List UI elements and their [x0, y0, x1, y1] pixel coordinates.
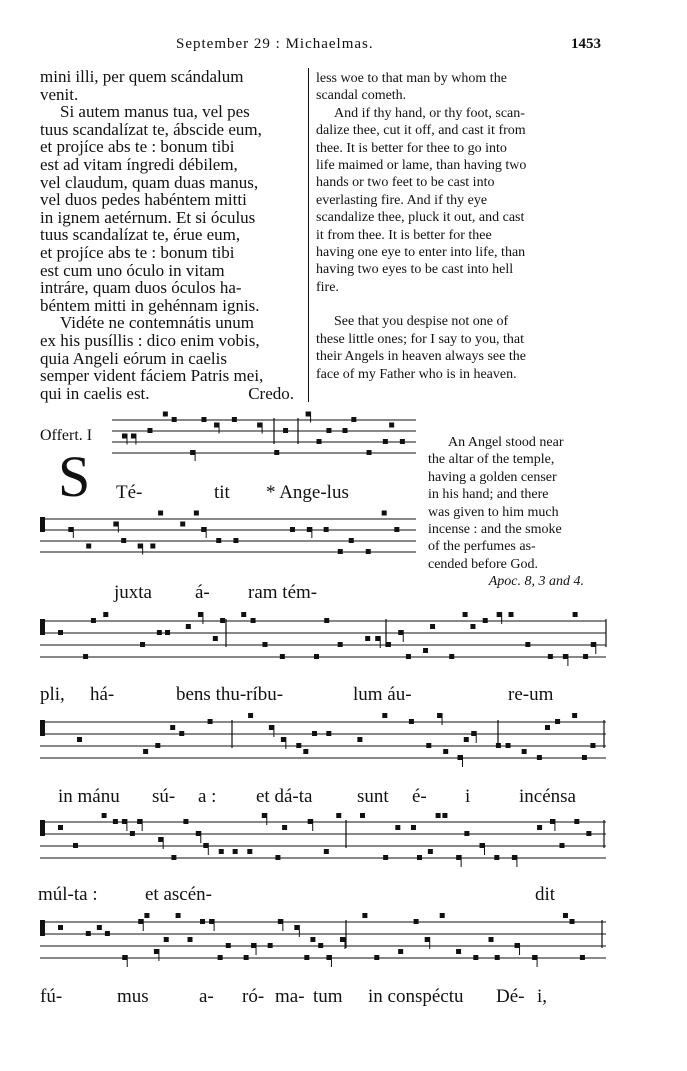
lyric-syllable: mus	[117, 986, 149, 1007]
english-line: these little ones; for I say to you, that	[316, 331, 525, 347]
lyric-syllable: á-	[195, 582, 210, 603]
translation-line: in his hand; and there	[428, 487, 549, 503]
lyric-syllable: ram tém-	[248, 582, 318, 603]
latin-line: est cum uno óculo in vitam	[40, 260, 225, 280]
lyric-syllable: a :	[198, 786, 217, 807]
lyric-syllable: in mánu	[58, 786, 120, 807]
english-line: scandalize thee, pluck it out, and cast	[316, 210, 525, 226]
latin-line: semper vident fáciem Patris mei,	[40, 366, 264, 386]
chant-staff	[40, 612, 606, 666]
lyric-syllable: tit	[214, 482, 230, 503]
latin-line: Si autem manus tua, vel pes	[60, 102, 250, 122]
latin-line: in ignem aetérnum. Et si óculus	[40, 207, 256, 227]
translation-line: cended before God.	[428, 556, 539, 572]
lyric-syllable: Té-	[116, 482, 143, 503]
latin-line: tuus scandalízat te, ábscide eum,	[40, 119, 262, 139]
lyric-syllable: bens thu-ríbu-	[176, 684, 284, 705]
lyric-syllable: há-	[90, 684, 115, 705]
lyric-syllable: é-	[412, 786, 427, 807]
lyric-syllable: * Ange-lus	[266, 482, 349, 503]
english-line: life maimed or lame, than having two	[316, 158, 527, 174]
english-line: everlasting fire. And if thy eye	[316, 192, 488, 208]
translation-line: was given to him much	[428, 504, 559, 520]
english-line: having one eye to enter into life, than	[316, 245, 526, 261]
latin-line: tuus scandalízat te, érue eum,	[40, 225, 241, 245]
chant-staff	[40, 913, 606, 967]
lyric-syllable: lum áu-	[353, 684, 412, 705]
lyric-syllable: i	[465, 786, 471, 807]
chant-initial: S	[58, 444, 91, 509]
latin-line: mini illi, per quem scándalum	[40, 67, 244, 86]
english-line: it from thee. It is better for thee	[316, 227, 492, 243]
english-line: less woe to that man by whom the	[316, 71, 507, 86]
chant-staff	[40, 813, 606, 867]
latin-line: venit.	[40, 84, 79, 104]
lyric-syllable: sunt	[357, 786, 389, 807]
lyric-syllable: múl-ta :	[38, 884, 98, 905]
latin-line: quia Angeli eórum in caelis	[40, 348, 227, 368]
lyric-syllable: et ascén-	[145, 884, 212, 905]
lyric-syllable: tum	[313, 986, 343, 1007]
lyric-syllable: i,	[537, 986, 548, 1007]
lyric-syllable: fú-	[40, 986, 63, 1007]
latin-line: qui in caelis est.	[40, 383, 150, 403]
english-line: dalize thee, cut it off, and cast it from	[316, 123, 526, 139]
running-title: September 29 : Michaelmas.	[176, 36, 374, 52]
lyric-syllable: pli,	[40, 684, 65, 705]
offertory-mode: I	[86, 427, 93, 444]
translation-line: the altar of the temple,	[428, 452, 555, 468]
chant-staff	[40, 713, 606, 767]
translation-line: An Angel stood near	[448, 435, 564, 450]
english-line: thee. It is better for thee to go into	[316, 140, 507, 156]
lyric-syllable: Dé-	[496, 986, 525, 1007]
lyric-syllable: juxta	[114, 582, 152, 603]
english-line: See that you despise not one of	[334, 314, 509, 330]
english-line: And if thy hand, or thy foot, scan-	[334, 105, 525, 121]
lyric-syllable: ma-	[275, 986, 305, 1007]
lyric-syllable: et dá-ta	[256, 786, 313, 807]
english-line: face of my Father who is in heaven.	[316, 366, 517, 382]
latin-line: béntem mitti in gehénnam ignis.	[40, 295, 260, 315]
lyric-syllable: incénsa	[519, 786, 576, 807]
english-line: fire.	[316, 279, 339, 295]
latin-line: et projíce abs te : bonum tibi	[40, 137, 235, 157]
scripture-reference: Apoc. 8, 3 and 4.	[488, 574, 584, 590]
credo-rubric: Credo.	[248, 383, 294, 403]
english-line: their Angels in heaven always see the	[316, 349, 526, 365]
page-number: 1453	[571, 36, 601, 52]
offertory-label-text: Offert.	[40, 427, 83, 444]
lyric-syllable: a-	[199, 986, 214, 1007]
chant-staff	[112, 412, 416, 462]
latin-line: vel claudum, quam duas manus,	[40, 172, 259, 192]
translation-line: of the perfumes as-	[428, 539, 536, 555]
lyric-syllable: re-um	[508, 684, 554, 705]
translation-line: incense : and the smoke	[428, 522, 562, 538]
latin-line: Vidéte ne contemnátis unum	[60, 313, 254, 333]
latin-line: et projíce abs te : bonum tibi	[40, 242, 235, 262]
lyric-syllable: dit	[535, 884, 556, 905]
translation-line: having a golden censer	[428, 469, 557, 485]
english-line: hands or two feet to be cast into	[316, 175, 495, 191]
english-line: having two eyes to be cast into hell	[316, 262, 514, 278]
latin-line: vel duos pedes habéntem mitti	[40, 190, 247, 210]
lyric-syllable: ró-	[242, 986, 265, 1007]
english-line: scandal cometh.	[316, 88, 407, 104]
latin-line: intráre, quam duos óculos ha-	[40, 278, 242, 298]
latin-line: ex his pusíllis : dico enim vobis,	[40, 330, 260, 350]
latin-line: est ad vitam íngredi débilem,	[40, 154, 238, 174]
chant-staff	[40, 511, 416, 555]
lyric-syllable: in conspéctu	[368, 986, 464, 1007]
lyric-syllable: sú-	[152, 786, 176, 807]
